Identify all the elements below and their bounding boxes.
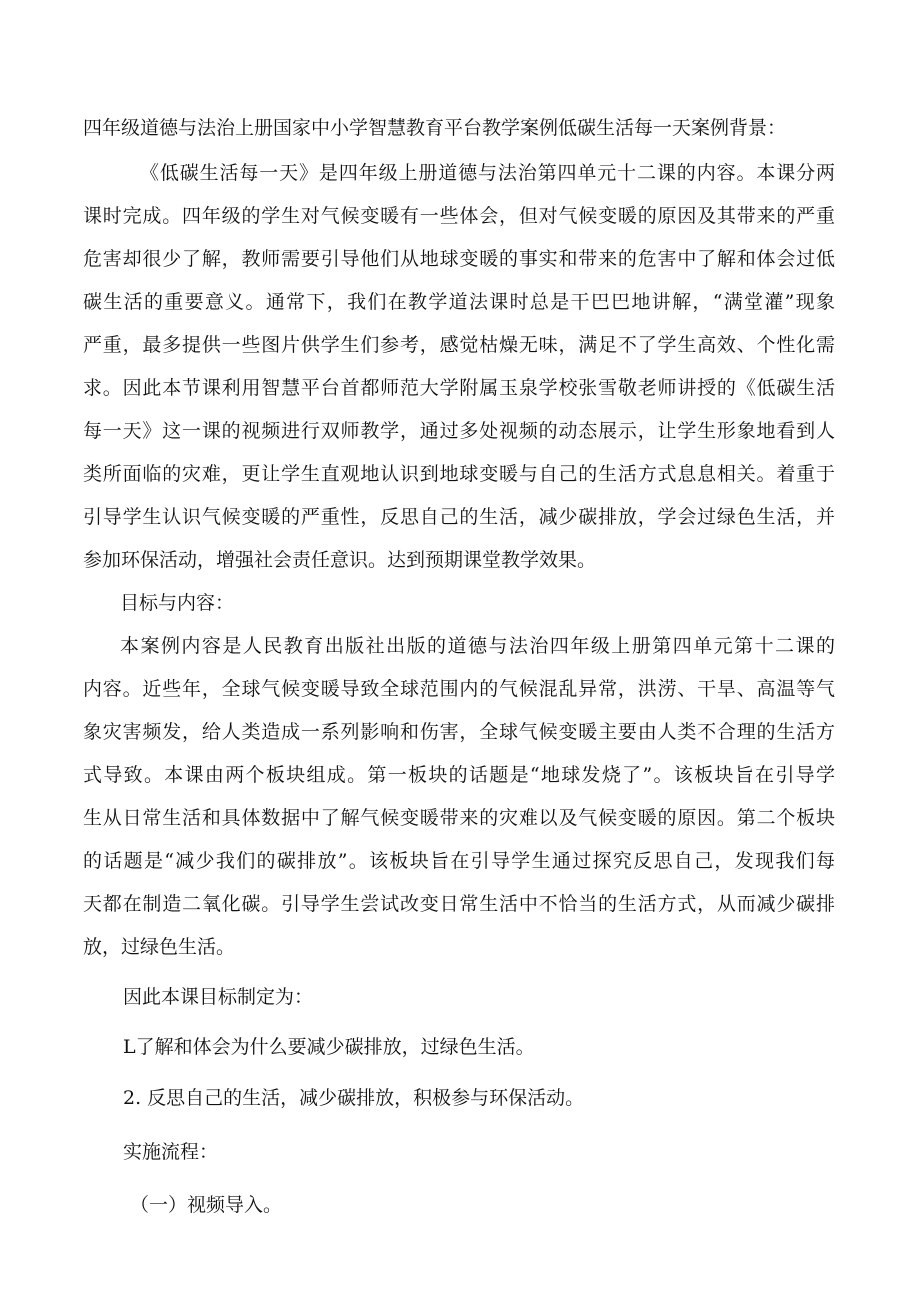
process-step-1: （一）视频导入。 [130, 1194, 283, 1216]
paragraph-line: 《低碳生活每一天》是四年级上册道德与法治第四单元十二课的内容。本课分两 [140, 162, 835, 184]
goal-item-1: L了解和体会为什么要减少碳排放，过绿色生活。 [123, 1036, 535, 1058]
paragraph-line: 碳生活的重要意义。通常下，我们在教学道法课时总是干巴巴地讲解，“满堂灌”现象 [83, 291, 835, 313]
paragraph-line: 生从日常生活和具体数据中了解气候变暖带来的灾难以及气候变暖的原因。第二个板块 [83, 807, 835, 829]
paragraph-line: 天都在制造二氧化碳。引导学生尝试改变日常生活中不恰当的生活方式，从而减少碳排 [83, 893, 835, 915]
title-line: 四年级道德与法治上册国家中小学智慧教育平台教学案例低碳生活每一天案例背景： [83, 117, 787, 139]
process-heading: 实施流程： [123, 1141, 219, 1163]
paragraph-line: 类所面临的灾难，更让学生直观地认识到地球变暖与自己的生活方式息息相关。着重于 [83, 463, 835, 485]
goals-heading: 目标与内容： [120, 592, 235, 614]
goal-item-2: 2. 反思自己的生活，减少碳排放，积极参与环保活动。 [123, 1087, 585, 1109]
paragraph-line: 求。因此本节课利用智慧平台首都师范大学附属玉泉学校张雪敬老师讲授的《低碳生活 [83, 377, 835, 399]
paragraph-line: 严重，最多提供一些图片供学生们参考，感觉枯燥无味，满足不了学生高效、个性化需 [83, 334, 835, 356]
paragraph-line: 每一天》这一课的视频进行双师教学，通过多处视频的动态展示，让学生形象地看到人 [83, 420, 835, 442]
goals-intro: 因此本课目标制定为： [123, 986, 314, 1008]
paragraph-line: 课时完成。四年级的学生对气候变暖有一些体会，但对气候变暖的原因及其带来的严重 [83, 205, 835, 227]
paragraph-line: 引导学生认识气候变暖的严重性，反思自己的生活，减少碳排放，学会过绿色生活，并 [83, 506, 835, 528]
paragraph-line: 象灾害频发，给人类造成一系列影响和伤害，全球气候变暖主要由人类不合理的生活方 [83, 721, 835, 743]
paragraph-line: 放，过绿色生活。 [83, 936, 236, 958]
paragraph-line: 的话题是“减少我们的碳排放”。该板块旨在引导学生通过探究反思自己，发现我们每 [83, 850, 835, 872]
paragraph-line: 本案例内容是人民教育出版社出版的道德与法治四年级上册第四单元第十二课的 [120, 635, 835, 657]
paragraph-line: 内容。近些年，全球气候变暖导致全球范围内的气候混乱异常，洪涝、干旱、高温等气 [83, 678, 835, 700]
paragraph-line: 参加环保活动，增强社会责任意识。达到预期课堂教学效果。 [83, 549, 597, 571]
paragraph-line: 危害却很少了解，教师需要引导他们从地球变暖的事实和带来的危害中了解和体会过低 [83, 248, 835, 270]
paragraph-line: 式导致。本课由两个板块组成。第一板块的话题是“地球发烧了”。该板块旨在引导学 [83, 764, 835, 786]
